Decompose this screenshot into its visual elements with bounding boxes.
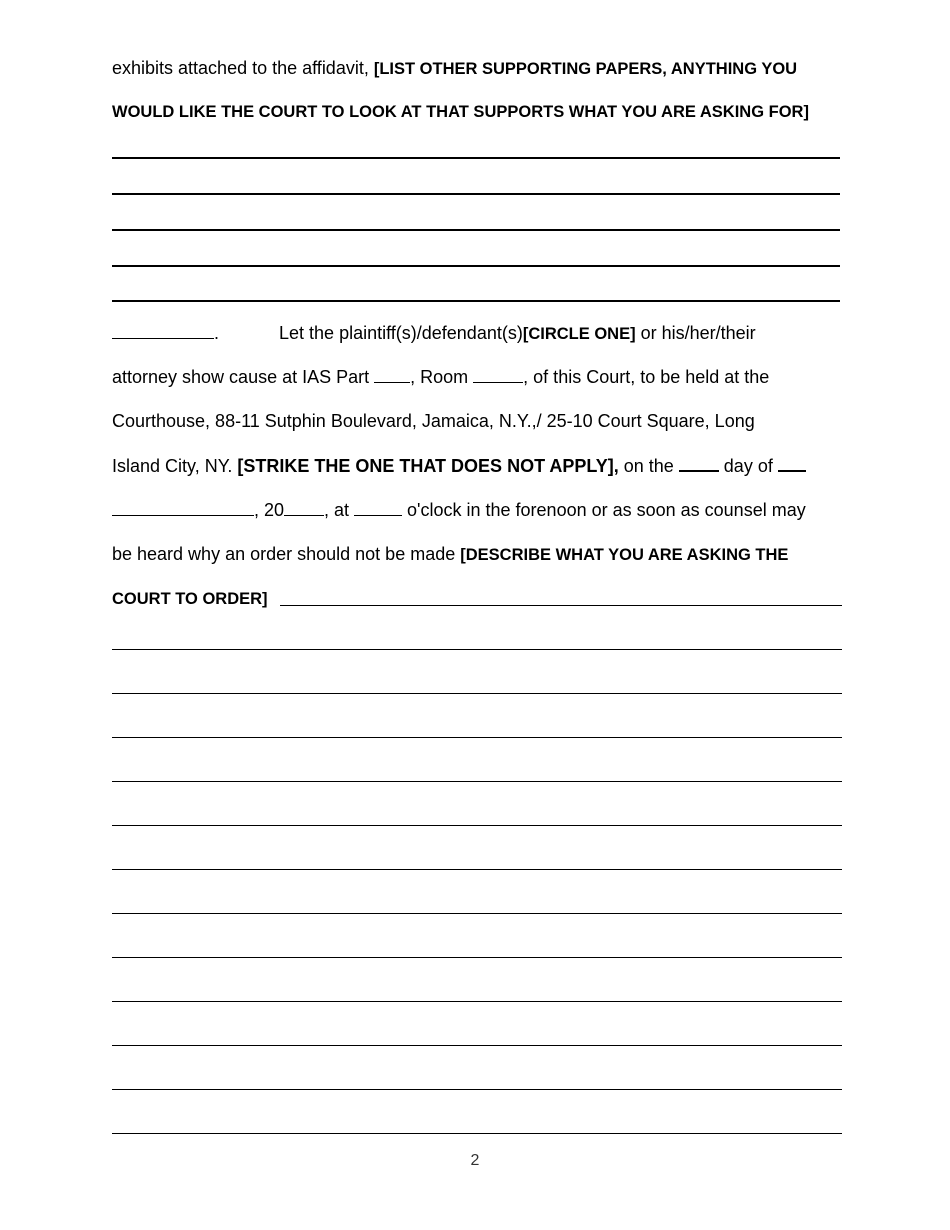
- supporting-papers-blank-line[interactable]: [112, 157, 840, 159]
- period-text: .: [214, 323, 220, 343]
- text-line-instruction-cont: [112, 100, 809, 123]
- oclock-text: o'clock in the forenoon or as soon as counsel may: [402, 500, 806, 520]
- order-description-blank-line[interactable]: [112, 649, 842, 650]
- text-line-year-time: [112, 499, 806, 521]
- text-line-exhibits: [112, 57, 797, 80]
- strike-instruction: [STRIKE THE ONE THAT DOES NOT APPLY],: [237, 456, 619, 476]
- at-text: , at: [324, 500, 355, 520]
- supporting-papers-instruction-cont: WOULD LIKE THE COURT TO LOOK AT THAT SUPPORTS WHAT YOU ARE ASKING FOR]: [112, 103, 809, 121]
- month-blank[interactable]: [112, 499, 254, 516]
- room-blank[interactable]: [473, 366, 523, 383]
- order-description-blank-line[interactable]: [112, 781, 842, 782]
- list-supporting-papers-instruction: [LIST OTHER SUPPORTING PAPERS, ANYTHING YOU: [373, 60, 798, 78]
- of-this-court-text: , of this Court, to be held at the: [523, 367, 770, 387]
- twenty-text: , 20: [254, 500, 285, 520]
- text-line-island-city: [112, 454, 806, 477]
- time-blank[interactable]: [354, 499, 402, 516]
- day-of-text: day of: [718, 456, 778, 476]
- paragraph-number-blank[interactable]: [112, 322, 214, 339]
- supporting-papers-blank-line[interactable]: [112, 229, 840, 231]
- room-text: , Room: [410, 367, 474, 387]
- order-description-blank-line[interactable]: [112, 869, 842, 870]
- describe-instruction: [DESCRIBE WHAT YOU ARE ASKING THE: [460, 546, 789, 564]
- order-description-blank-line[interactable]: [112, 1045, 842, 1046]
- year-blank[interactable]: [284, 499, 324, 516]
- text-line-be-heard: [112, 543, 788, 566]
- supporting-papers-blank-line[interactable]: [112, 265, 840, 267]
- attorney-text: attorney show cause at IAS Part: [112, 367, 375, 387]
- courthouse-address-text: Courthouse, 88-11 Sutphin Boulevard, Jamaica, N.Y.,/ 25-10 Court Square, Long: [112, 411, 755, 431]
- text-line-courthouse: [112, 410, 755, 432]
- day-blank[interactable]: [679, 454, 719, 472]
- month-blank-start[interactable]: [778, 454, 806, 472]
- circle-one-instruction: [CIRCLE ONE]: [522, 325, 636, 343]
- exhibits-text: exhibits attached to the affidavit,: [112, 58, 374, 78]
- text-line-court-to-order: [112, 587, 268, 610]
- his-her-their-text: or his/her/their: [635, 323, 756, 343]
- order-description-blank-line[interactable]: [112, 693, 842, 694]
- order-description-blank-line[interactable]: [112, 825, 842, 826]
- court-to-order-instruction: COURT TO ORDER]: [112, 590, 268, 608]
- order-description-blank-line[interactable]: [112, 1001, 842, 1002]
- order-description-blank-line[interactable]: [112, 1133, 842, 1134]
- on-the-text: on the: [618, 456, 679, 476]
- island-city-text: Island City, NY.: [112, 456, 238, 476]
- be-heard-text: be heard why an order should not be made: [112, 544, 461, 564]
- order-description-blank-line[interactable]: [112, 913, 842, 914]
- ias-part-blank[interactable]: [374, 366, 410, 383]
- supporting-papers-blank-line[interactable]: [112, 193, 840, 195]
- text-line-attorney: [112, 366, 769, 388]
- order-description-blank-line[interactable]: [280, 605, 842, 606]
- supporting-papers-blank-line[interactable]: [112, 300, 840, 302]
- order-description-blank-line[interactable]: [112, 1089, 842, 1090]
- order-description-blank-line[interactable]: [112, 957, 842, 958]
- let-plaintiff-text: Let the plaintiff(s)/defendant(s): [279, 323, 523, 343]
- page-number: 2: [470, 1152, 480, 1169]
- order-description-blank-line[interactable]: [112, 737, 842, 738]
- text-line-let-plaintiff: [112, 322, 756, 345]
